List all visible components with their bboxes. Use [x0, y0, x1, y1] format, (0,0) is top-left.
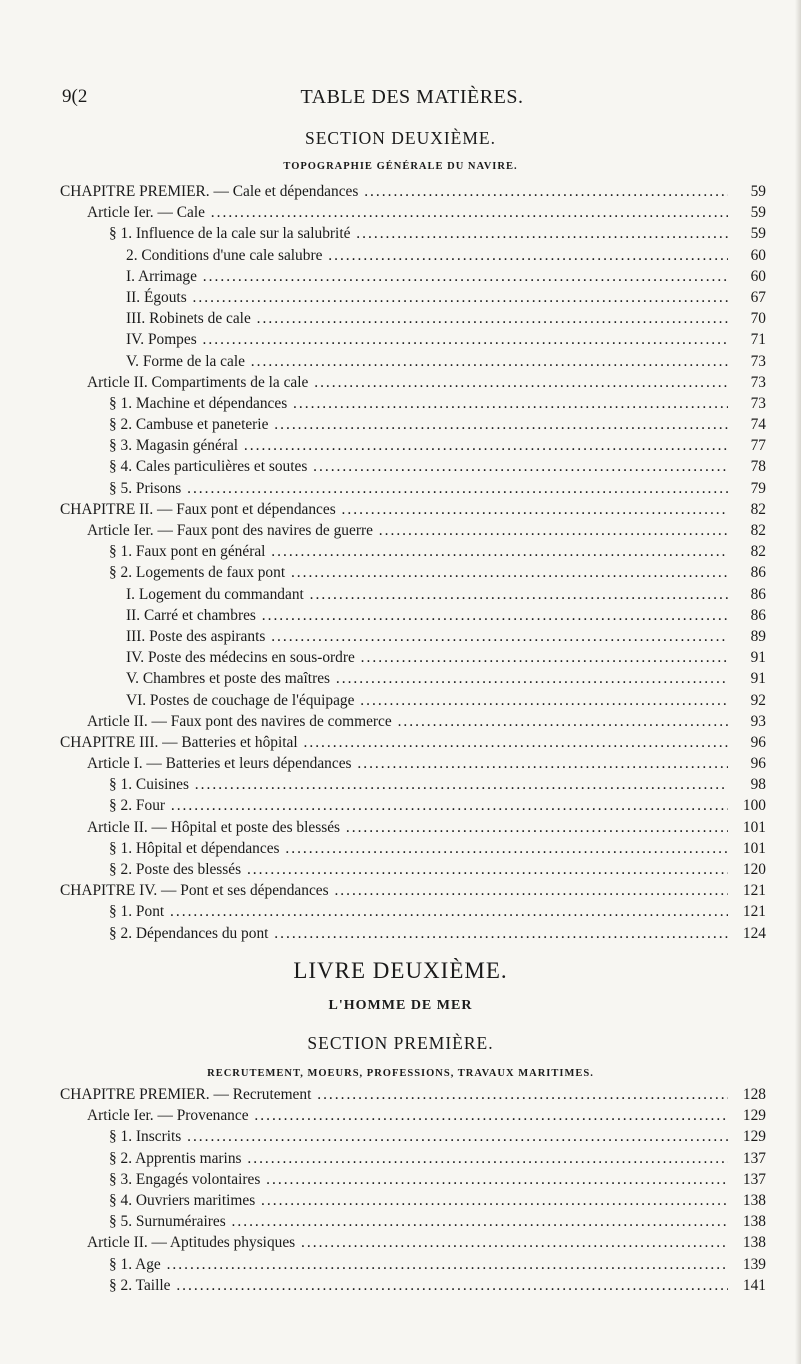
toc-entry-page: 86: [750, 606, 766, 624]
toc-entry: [60, 245, 766, 266]
toc-entry-label: III. Robinets de cale .....: [126, 308, 728, 329]
toc-entry: [60, 1148, 766, 1169]
toc-entry: [60, 1232, 766, 1253]
toc-entry: [60, 817, 766, 838]
section-title: SECTION DEUXIÈME.: [304, 128, 496, 148]
toc-entry-page: 59: [750, 183, 766, 200]
toc-entry-page: 82: [750, 522, 766, 539]
toc-entry-page: 73: [750, 373, 766, 391]
toc-entry-label: § 2. Logements de faux pont .....: [109, 562, 728, 583]
book-section-subtitle: RECRUTEMENT, MOEURS, PROFESSIONS, TRAVAUX MARITIMES.: [207, 1068, 594, 1079]
toc-entry: [60, 1275, 766, 1296]
toc-entry: [60, 1084, 766, 1105]
toc-entry: [60, 266, 766, 287]
toc-entry: [60, 605, 766, 626]
toc-entry: [60, 859, 766, 880]
toc-entry-page: 98: [750, 776, 766, 794]
toc-entry: [60, 372, 766, 393]
toc-entry: [60, 520, 766, 541]
toc-entry-label: V. Chambres et poste des maîtres .....: [126, 668, 728, 689]
toc-entry-page: 141: [742, 1276, 766, 1294]
book-subtitle: L'HOMME DE MER: [328, 998, 473, 1013]
toc-entry-page: 138: [742, 1191, 766, 1209]
toc-entry: [60, 478, 766, 499]
toc-entry-label: § 1. Pont .....: [109, 901, 728, 922]
toc-entry: [60, 393, 766, 414]
toc-entry: [60, 647, 766, 668]
toc-entry-label: IV. Poste des médecins en sous-ordre .....: [126, 647, 728, 668]
toc-entry-label: § 1. Cuisines .....: [109, 774, 728, 795]
toc-entry-page: 79: [750, 479, 766, 497]
toc-entry: [60, 711, 766, 732]
toc-entry-page: 124: [742, 924, 766, 942]
toc-entry-page: 92: [750, 691, 766, 709]
toc-entry-page: 86: [750, 564, 766, 582]
toc-entry-page: 77: [750, 437, 766, 455]
toc-entry-page: 60: [750, 267, 766, 285]
toc-entry-page: 82: [750, 500, 766, 518]
toc-entry-label: § 2. Apprentis marins .....: [109, 1148, 728, 1169]
toc-entry: [60, 1126, 766, 1147]
toc-entry-page: 138: [742, 1234, 766, 1252]
toc-entry-page: 139: [742, 1255, 766, 1273]
toc-entry-label: § 4. Cales particulières et soutes .....: [109, 456, 728, 477]
toc-entry-label: Article II. Compartiments de la cale .....: [87, 372, 728, 393]
toc-entry: [60, 880, 766, 901]
toc-entry-label: Article II. — Aptitudes physiques .....: [87, 1232, 728, 1253]
running-head: TABLE DES MATIÈRES.: [300, 86, 524, 108]
toc-entry-label: Article II. — Hôpital et poste des blessés .....: [87, 817, 728, 838]
toc-entry-label: VI. Postes de couchage de l'équipage .....: [126, 690, 728, 711]
toc-entry: [60, 753, 766, 774]
toc-entry-page: 78: [750, 458, 766, 476]
book-title: LIVRE DEUXIÈME.: [293, 958, 508, 983]
toc-entry-label: II. Égouts .....: [126, 287, 728, 308]
toc-entry: [60, 499, 766, 520]
toc-entry-page: 82: [750, 543, 766, 561]
toc-entry-page: 93: [750, 712, 766, 730]
toc-entry-label: II. Carré et chambres .....: [126, 605, 728, 626]
toc-entry-page: 137: [742, 1170, 766, 1188]
toc-entry: [60, 1190, 766, 1211]
toc-entry: [60, 351, 766, 372]
toc-entry-page: 73: [750, 394, 766, 412]
toc-entry-page: 59: [750, 225, 766, 243]
toc-entry-page: 137: [742, 1149, 766, 1167]
toc-entry-page: 73: [750, 352, 766, 370]
toc-entry: [60, 795, 766, 816]
toc-entry: [60, 562, 766, 583]
toc-entry-label: § 4. Ouvriers maritimes .....: [109, 1190, 728, 1211]
toc-entry-label: CHAPITRE III. — Batteries et hôpital .....: [60, 732, 728, 753]
toc-entry: [60, 308, 766, 329]
toc-entry: [60, 223, 766, 244]
toc-entry-label: § 2. Poste des blessés .....: [109, 859, 728, 880]
toc-entry-label: § 1. Age .....: [109, 1254, 728, 1275]
toc-entry-page: 121: [742, 903, 766, 921]
page-edge-shadow: [795, 0, 801, 1364]
toc-entry: [60, 690, 766, 711]
toc-entry-page: 91: [750, 649, 766, 667]
toc-entry-label: § 2. Four .....: [109, 795, 728, 816]
toc-entry-page: 70: [750, 310, 766, 328]
toc-list-book-two: [60, 1084, 766, 1296]
toc-entry-label: § 2. Dépendances du pont .....: [109, 923, 728, 944]
toc-entry-label: CHAPITRE PREMIER. — Cale et dépendances .....: [60, 181, 728, 202]
toc-entry: [60, 456, 766, 477]
toc-entry-label: CHAPITRE IV. — Pont et ses dépendances .....: [60, 880, 728, 901]
toc-entry: [60, 181, 766, 202]
toc-entry-label: Article Ier. — Provenance .....: [87, 1105, 728, 1126]
book-section-title: SECTION PREMIÈRE.: [307, 1033, 494, 1053]
toc-list-section-two: [60, 181, 766, 944]
toc-entry: [60, 668, 766, 689]
toc-entry-label: § 2. Cambuse et paneterie .....: [109, 414, 728, 435]
toc-entry: [60, 435, 766, 456]
toc-entry: [60, 774, 766, 795]
toc-entry-page: 138: [742, 1213, 766, 1231]
toc-entry-page: 129: [742, 1107, 766, 1125]
toc-entry: [60, 414, 766, 435]
toc-entry-label: § 1. Faux pont en général .....: [109, 541, 728, 562]
toc-entry-page: 128: [742, 1086, 766, 1103]
toc-entry: [60, 1254, 766, 1275]
toc-entry-label: § 3. Magasin général .....: [109, 435, 728, 456]
toc-entry-page: 86: [750, 585, 766, 603]
toc-entry-label: § 1. Machine et dépendances .....: [109, 393, 728, 414]
toc-entry-label: § 1. Inscrits .....: [109, 1126, 728, 1147]
toc-entry-page: 67: [750, 288, 766, 306]
toc-entry-page: 100: [742, 797, 766, 815]
toc-entry-page: 121: [742, 882, 766, 900]
toc-entry-label: Article Ier. — Cale .....: [87, 202, 728, 223]
toc-entry-page: 96: [750, 733, 766, 751]
toc-entry-label: I. Logement du commandant .....: [126, 584, 728, 605]
toc-entry: [60, 584, 766, 605]
toc-entry-page: 74: [750, 416, 766, 434]
toc-entry-label: V. Forme de la cale .....: [126, 351, 728, 372]
toc-entry: [60, 329, 766, 350]
toc-entry-page: 89: [750, 627, 766, 645]
toc-entry-label: § 5. Prisons .....: [109, 478, 728, 499]
toc-entry-label: 2. Conditions d'une cale salubre .....: [126, 245, 728, 266]
page-number: 9(2: [62, 86, 88, 107]
toc-entry-label: § 1. Hôpital et dépendances .....: [109, 838, 728, 859]
toc-entry-label: III. Poste des aspirants .....: [126, 626, 728, 647]
toc-entry-page: 129: [742, 1128, 766, 1146]
toc-entry-page: 60: [750, 246, 766, 264]
toc-entry-label: § 5. Surnuméraires .....: [109, 1211, 728, 1232]
toc-entry-label: I. Arrimage .....: [126, 266, 728, 287]
toc-entry: [60, 202, 766, 223]
toc-entry-label: Article I. — Batteries et leurs dépendances .....: [87, 753, 728, 774]
toc-entry-label: IV. Pompes .....: [126, 329, 728, 350]
toc-entry-page: 101: [742, 818, 766, 836]
toc-entry: [60, 838, 766, 859]
toc-entry-label: CHAPITRE II. — Faux pont et dépendances .....: [60, 499, 728, 520]
toc-entry: [60, 923, 766, 944]
toc-entry: [60, 1211, 766, 1232]
toc-entry-label: CHAPITRE PREMIER. — Recrutement .....: [60, 1084, 728, 1105]
toc-entry-page: 71: [750, 331, 766, 349]
toc-entry: [60, 626, 766, 647]
toc-entry-page: 120: [742, 861, 766, 878]
toc-entry: [60, 541, 766, 562]
toc-entry: [60, 1169, 766, 1190]
toc-entry: [60, 1105, 766, 1126]
toc-entry: [60, 901, 766, 922]
toc-entry-page: 96: [750, 755, 766, 773]
toc-entry-page: 91: [750, 670, 766, 688]
toc-entry-page: 101: [742, 839, 766, 857]
toc-entry-label: Article Ier. — Faux pont des navires de guerre .....: [87, 520, 728, 541]
toc-entry: [60, 287, 766, 308]
toc-entry-label: § 1. Influence de la cale sur la salubrité .....: [109, 223, 728, 244]
toc-entry-page: 59: [750, 204, 766, 222]
toc-entry: [60, 732, 766, 753]
page-header: [62, 86, 762, 110]
toc-entry-label: Article II. — Faux pont des navires de commerce .....: [87, 711, 728, 732]
toc-entry-label: § 3. Engagés volontaires .....: [109, 1169, 728, 1190]
toc-entry-label: § 2. Taille .....: [109, 1275, 728, 1296]
section-subtitle: TOPOGRAPHIE GÉNÉRALE DU NAVIRE.: [283, 161, 518, 172]
